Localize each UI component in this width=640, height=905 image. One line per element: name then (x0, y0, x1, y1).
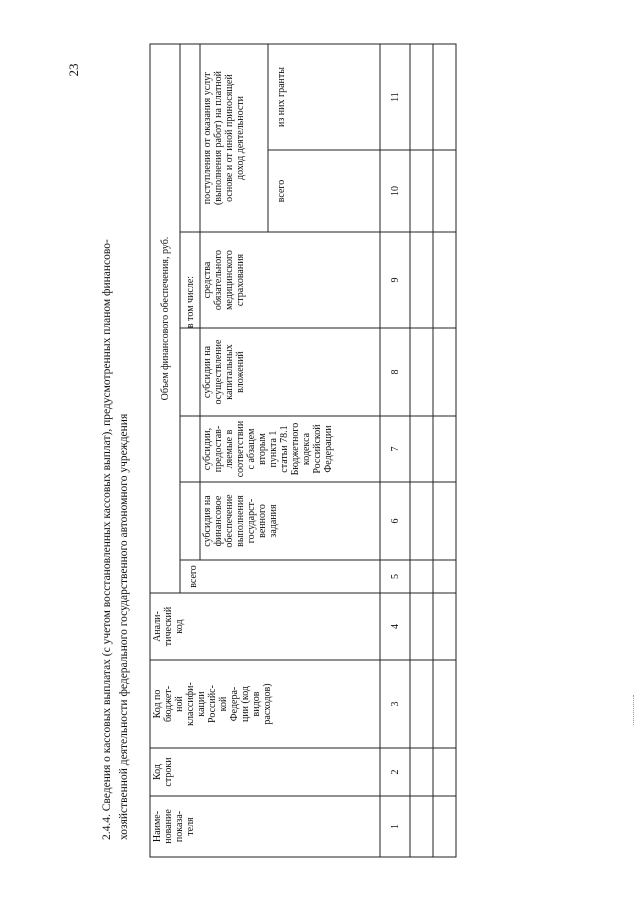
header-oms: средства обязательного медицинского страхования (202, 249, 246, 311)
header-paid-total: всего (276, 179, 287, 203)
header-paid-income: поступления от оказания услуг (выполнения работ) на платной основе и от иной приносящей доход деятельности (202, 70, 246, 206)
col-number-11: 11 (389, 92, 401, 102)
col-number-9: 9 (389, 277, 401, 283)
scan-mark (633, 695, 638, 725)
col-number-3: 3 (389, 701, 401, 707)
header-funding-group: Объем финансового обеспечения, руб. (159, 236, 171, 401)
header-grants: из них гранты (276, 67, 287, 127)
header-total: всего (188, 565, 199, 588)
header-subsidy-78-1: субсидии, предостав- ляемые в соответствии с абзацем вторым пункта 1 статьи 78.1 Бюджетного кодекса Российской Федерации (202, 420, 334, 478)
col-number-4: 4 (389, 624, 401, 629)
col-number-7: 7 (389, 446, 401, 452)
header-budget-code: Код по бюджет- ной классифи- кации Российс- кой Федера- ции (код видов расходов) (152, 682, 273, 726)
col-number-10: 10 (389, 186, 401, 196)
col-number-8: 8 (389, 369, 401, 375)
header-line-code: Код строки (152, 757, 174, 787)
col-number-6: 6 (389, 518, 401, 524)
header-analytic-code: Анали- тический код (152, 606, 185, 647)
col-number-5: 5 (389, 574, 401, 579)
heading-line-2: хозяйственной деятельности федерального государственного автономного учреждения (118, 413, 130, 840)
header-name: Наиме- нование показа- теля (152, 809, 196, 844)
heading-line-1: 2.4.4. Сведения о кассовых выплатах (с учетом восстановленных кассовых выплат), предусмотренных планом финансово- (101, 239, 113, 840)
page-number: 23 (66, 63, 81, 77)
header-subsidy-assignment: субсидия на финансовое обеспечение выполнения государст- венного задания (202, 494, 279, 548)
header-subsidy-capital: субсидии на осуществление капитальных вложений (202, 339, 246, 405)
col-number-2: 2 (389, 769, 401, 775)
header-including: в том числе: (184, 275, 196, 329)
col-number-1: 1 (389, 824, 401, 829)
